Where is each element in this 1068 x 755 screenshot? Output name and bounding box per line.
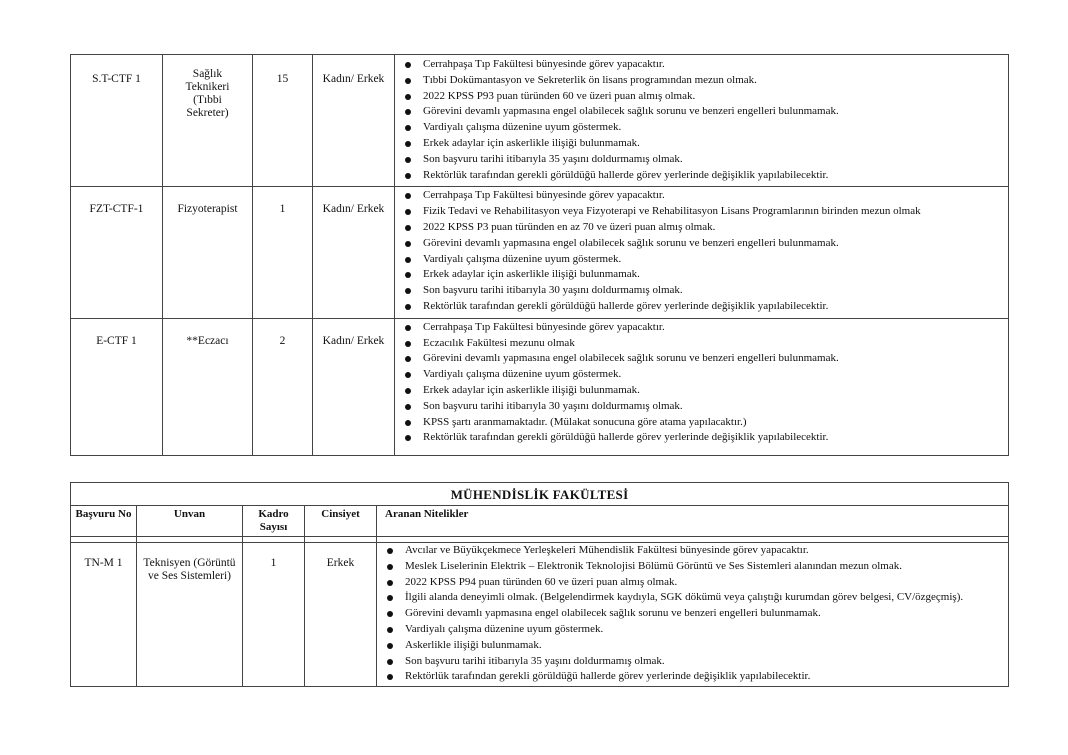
- table-row: [71, 543, 1009, 687]
- list-item: Cerrahpaşa Tıp Fakültesi bünyesinde görev yapacaktır.: [405, 320, 1002, 336]
- list-item: Vardiyalı çalışma düzenine uyum göstermek.: [405, 367, 1002, 383]
- table-row: [71, 187, 1009, 318]
- position-code: TN-M 1: [71, 543, 137, 687]
- list-item: Erkek adaylar için askerlikle ilişiği bulunmamak.: [405, 136, 1002, 152]
- list-item: Cerrahpaşa Tıp Fakültesi bünyesinde görev yapacaktır.: [405, 57, 1002, 73]
- table-row: [71, 55, 1009, 187]
- position-count: 1: [253, 187, 313, 318]
- list-item: Rektörlük tarafından gerekli görüldüğü hallerde görev yerlerinde değişiklik yapılabilecektir.: [387, 669, 996, 685]
- column-header-gender: Cinsiyet: [305, 506, 377, 537]
- position-code: S.T-CTF 1: [71, 55, 163, 187]
- list-item: Avcılar ve Büyükçekmece Yerleşkeleri Mühendislik Fakültesi bünyesinde görev yapacaktır.: [387, 543, 996, 559]
- requirements-cell: [395, 55, 1009, 187]
- requirements-list: [395, 55, 1008, 186]
- position-title: Fizyoterapist: [163, 187, 253, 318]
- list-item: Eczacılık Fakültesi mezunu olmak: [405, 336, 1002, 352]
- list-item: Rektörlük tarafından gerekli görüldüğü hallerde görev yerlerinde değişiklik yapılabilecektir.: [405, 430, 1002, 446]
- list-item: Son başvuru tarihi itibarıyla 35 yaşını doldurmamış olmak.: [387, 654, 996, 670]
- position-gender: Erkek: [305, 543, 377, 687]
- position-gender: Kadın/ Erkek: [313, 55, 395, 187]
- column-header-requirements: Aranan Nitelikler: [377, 506, 1009, 537]
- list-item: Vardiyalı çalışma düzenine uyum göstermek.: [405, 252, 1002, 268]
- list-item: Son başvuru tarihi itibarıyla 35 yaşını doldurmamış olmak.: [405, 152, 1002, 168]
- list-item: Görevini devamlı yapmasına engel olabilecek sağlık sorunu ve benzeri engelleri bulunmamak.: [405, 351, 1002, 367]
- list-item: Askerlikle ilişiği bulunmamak.: [387, 638, 996, 654]
- list-item: Erkek adaylar için askerlikle ilişiği bulunmamak.: [405, 267, 1002, 283]
- list-item: Tıbbi Dokümantasyon ve Sekreterlik ön lisans programından mezun olmak.: [405, 73, 1002, 89]
- requirements-cell: [395, 318, 1009, 455]
- position-gender: Kadın/ Erkek: [313, 318, 395, 455]
- list-item: 2022 KPSS P94 puan türünden 60 ve üzeri puan almış olmak.: [387, 575, 996, 591]
- requirements-list: [377, 543, 1008, 686]
- column-header-count: Kadro Sayısı: [243, 506, 305, 537]
- table-row: [71, 318, 1009, 455]
- health-positions-table: [70, 54, 1009, 456]
- list-item: Son başvuru tarihi itibarıyla 30 yaşını doldurmamış olmak.: [405, 399, 1002, 415]
- list-item: İlgili alanda deneyimli olmak. (Belgelendirmek kaydıyla, SGK dökümü veya çalıştığı kurumdan görev belgesi, CV/özgeçmiş).: [387, 590, 996, 606]
- list-item: Fizik Tedavi ve Rehabilitasyon veya Fizyoterapi ve Rehabilitasyon Lisans Programlarının birinden mezun olmak: [405, 204, 1002, 220]
- list-item: Rektörlük tarafından gerekli görüldüğü hallerde görev yerlerinde değişiklik yapılabilecektir.: [405, 299, 1002, 315]
- position-gender: Kadın/ Erkek: [313, 187, 395, 318]
- position-count: 15: [253, 55, 313, 187]
- section-title: MÜHENDİSLİK FAKÜLTESİ: [71, 483, 1009, 506]
- column-header-application-no: Başvuru No: [71, 506, 137, 537]
- list-item: 2022 KPSS P3 puan türünden en az 70 ve üzeri puan almış olmak.: [405, 220, 1002, 236]
- list-item: Meslek Liselerinin Elektrik – Elektronik Teknolojisi Bölümü Görüntü ve Ses Sistemleri alanından mezun olmak.: [387, 559, 996, 575]
- requirements-cell: [377, 543, 1009, 687]
- requirements-cell: [395, 187, 1009, 318]
- list-item: Görevini devamlı yapmasına engel olabilecek sağlık sorunu ve benzeri engelleri bulunmamak.: [387, 606, 996, 622]
- table-header-row: [71, 506, 1009, 537]
- list-item: Görevini devamlı yapmasına engel olabilecek sağlık sorunu ve benzeri engelleri bulunmamak.: [405, 104, 1002, 120]
- list-item: Son başvuru tarihi itibarıyla 30 yaşını doldurmamış olmak.: [405, 283, 1002, 299]
- list-item: Vardiyalı çalışma düzenine uyum göstermek.: [405, 120, 1002, 136]
- list-item: Vardiyalı çalışma düzenine uyum göstermek.: [387, 622, 996, 638]
- engineering-positions-table: [70, 482, 1009, 687]
- position-code: FZT-CTF-1: [71, 187, 163, 318]
- list-item: 2022 KPSS P93 puan türünden 60 ve üzeri puan almış olmak.: [405, 89, 1002, 105]
- position-title: Sağlık Teknikeri (Tıbbi Sekreter): [163, 55, 253, 187]
- requirements-list: [395, 187, 1008, 317]
- position-count: 1: [243, 543, 305, 687]
- list-item: KPSS şartı aranmamaktadır. (Mülakat sonucuna göre atama yapılacaktır.): [405, 415, 1002, 431]
- position-title: **Eczacı: [163, 318, 253, 455]
- list-item: Cerrahpaşa Tıp Fakültesi bünyesinde görev yapacaktır.: [405, 188, 1002, 204]
- list-item: Görevini devamlı yapmasına engel olabilecek sağlık sorunu ve benzeri engelleri bulunmamak.: [405, 236, 1002, 252]
- position-count: 2: [253, 318, 313, 455]
- position-title: Teknisyen (Görüntü ve Ses Sistemleri): [137, 543, 243, 687]
- requirements-list: [395, 319, 1008, 455]
- position-code: E-CTF 1: [71, 318, 163, 455]
- list-item: Erkek adaylar için askerlikle ilişiği bulunmamak.: [405, 383, 1002, 399]
- list-item: Rektörlük tarafından gerekli görüldüğü hallerde görev yerlerinde değişiklik yapılabilecektir.: [405, 168, 1002, 184]
- column-header-title: Unvan: [137, 506, 243, 537]
